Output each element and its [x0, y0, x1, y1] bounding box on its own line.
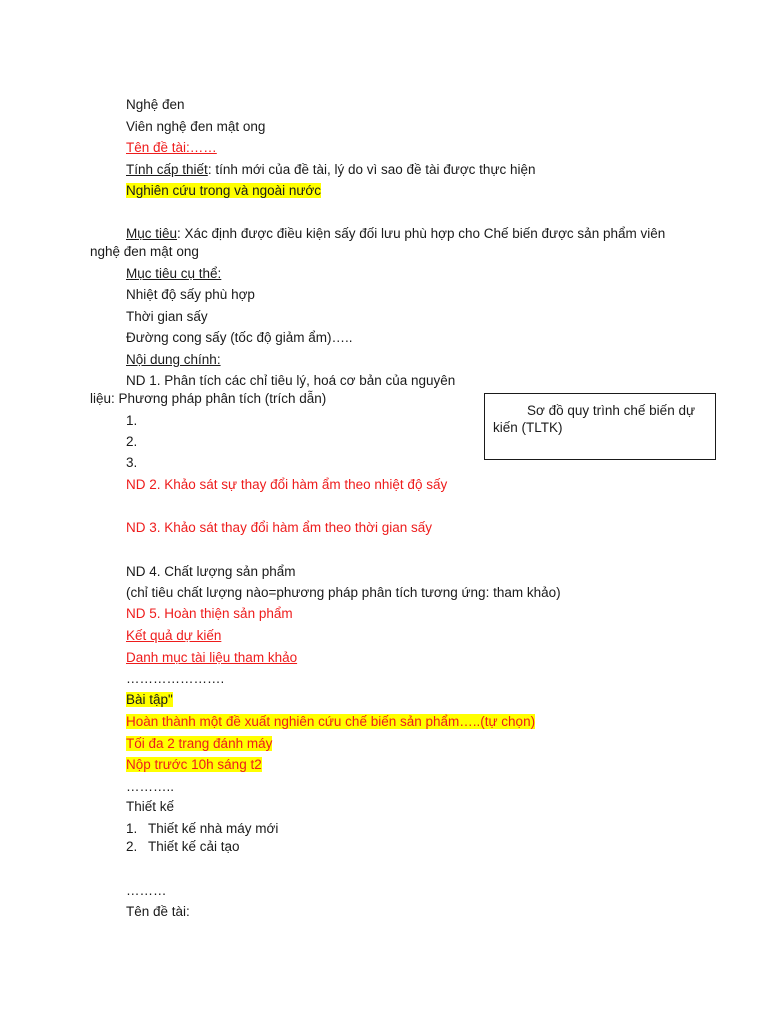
doc-line-dots-2: ………..	[126, 779, 175, 794]
doc-line-dots-1: ………………….	[126, 671, 225, 686]
doc-line-nhiet-do: Nhiệt độ sấy phù hợp	[126, 287, 255, 302]
doc-line-num-1: 1.	[126, 413, 138, 428]
doc-line-thiet-ke: Thiết kế	[126, 799, 175, 814]
doc-line-thoi-gian: Thời gian sấy	[126, 309, 208, 324]
doc-line-nd1: ND 1. Phân tích các chỉ tiêu lý, hoá cơ bản của nguyên	[126, 373, 456, 388]
doc-line-toi-da	[126, 736, 272, 752]
nop-truoc-highlight: Nộp trước 10h sáng t2	[126, 757, 262, 772]
doc-line-num-2: 2.	[126, 434, 138, 449]
tinh-cap-thiet-label: Tính cấp thiết	[126, 162, 208, 177]
doc-line-chi-tieu: (chỉ tiêu chất lượng nào=phương pháp phân tích tương ứng: tham khảo)	[126, 585, 561, 600]
list-number: 2.	[126, 839, 138, 854]
bai-tap-highlight: Bài tập"	[126, 692, 173, 707]
doc-line-nd5: ND 5. Hoàn thiện sản phẩm	[126, 606, 293, 621]
doc-line-nghe-den: Nghệ đen	[126, 97, 185, 112]
doc-line-noi-dung: Nội dung chính:	[126, 352, 221, 367]
doc-line-tinh-cap-thiet	[126, 162, 536, 178]
process-diagram-textbox	[484, 393, 716, 460]
doc-line-duong-cong: Đường cong sấy (tốc độ giảm ẩm)…..	[126, 330, 353, 345]
doc-list-item-2	[126, 839, 240, 855]
list-number: 1.	[126, 821, 138, 836]
doc-line-num-3: 3.	[126, 455, 138, 470]
list-item-text: Thiết kế cải tạo	[148, 839, 240, 854]
doc-line-nd4: ND 4. Chất lượng sản phẩm	[126, 564, 296, 579]
doc-line-nd2: ND 2. Khảo sát sự thay đổi hàm ẩm theo nhiệt độ sấy	[126, 477, 448, 492]
muc-tieu-label: Mục tiêu	[126, 226, 178, 241]
doc-list-item-1	[126, 821, 278, 837]
doc-line-hoan-thanh	[126, 714, 535, 730]
doc-line-muc-tieu-cu-the: Mục tiêu cụ thể:	[126, 266, 222, 281]
doc-line-nop-truoc	[126, 757, 262, 773]
nghien-cuu-highlight: Nghiên cứu trong và ngoài nước	[126, 183, 322, 198]
hoan-thanh-highlight: Hoàn thành một đề xuất nghiên cứu chế biến sản phẩm…..(tự chọn)	[126, 714, 536, 729]
doc-line-nd3: ND 3. Khảo sát thay đổi hàm ẩm theo thời gian sấy	[126, 520, 433, 535]
doc-line-bai-tap	[126, 692, 173, 708]
doc-line-ten-de-tai: Tên đề tài:……	[126, 140, 217, 155]
doc-line-ten-de-tai-2: Tên đề tài:	[126, 904, 190, 919]
doc-line-danh-muc: Danh mục tài liệu tham khảo	[126, 650, 298, 665]
list-item-text: Thiết kế nhà máy mới	[148, 821, 279, 836]
textbox-text: Sơ đồ quy trình chế biến dự kiến (TLTK)	[493, 403, 695, 435]
tinh-cap-thiet-text: : tính mới của đề tài, lý do vì sao đề tài được thực hiện	[207, 162, 536, 177]
doc-line-nghien-cuu	[126, 183, 321, 199]
doc-line-vien-nghe: Viên nghệ đen mật ong	[126, 119, 266, 134]
doc-line-dots-3: ………	[126, 883, 167, 898]
doc-line-ket-qua: Kết quả dự kiến	[126, 628, 222, 643]
toi-da-highlight: Tối đa 2 trang đánh máy	[126, 736, 273, 751]
doc-line-muc-tieu	[126, 226, 665, 242]
muc-tieu-text: : Xác định được điều kiện sấy đối lưu phù hợp cho Chế biến được sản phẩm viên	[177, 226, 666, 241]
doc-line-muc-tieu-cont: nghệ đen mật ong	[90, 244, 199, 259]
doc-line-nd1-cont: liệu: Phương pháp phân tích (trích dẫn)	[90, 391, 327, 406]
